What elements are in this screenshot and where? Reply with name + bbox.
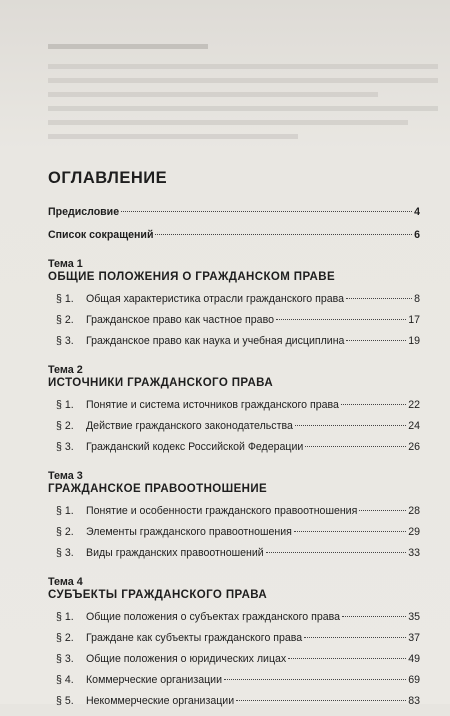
dot-leader	[294, 531, 406, 532]
section-title: Понятие и система источников гражданского права	[86, 399, 339, 411]
topic-title[interactable]: СУБЪЕКТЫ ГРАЖДАНСКОГО ПРАВА	[48, 589, 268, 601]
section-page-number: 24	[408, 420, 420, 432]
section-page-number: 33	[408, 547, 420, 559]
dot-leader	[295, 425, 406, 426]
toc-entry-abbreviations[interactable]	[48, 229, 420, 242]
section-page-number: 35	[408, 611, 420, 623]
toc-section[interactable]	[48, 314, 420, 327]
dot-leader	[305, 446, 406, 447]
bleed-through-line	[48, 134, 298, 139]
section-number: § 3.	[56, 653, 74, 665]
bleed-through-header	[48, 44, 208, 49]
entry-page-number: 4	[414, 206, 420, 218]
section-page-number: 37	[408, 632, 420, 644]
dot-leader	[266, 552, 406, 553]
toc-section[interactable]	[48, 441, 420, 454]
toc-section[interactable]	[48, 293, 420, 306]
section-page-number: 49	[408, 653, 420, 665]
bleed-through-line	[48, 64, 438, 69]
section-title: Общие положения о юридических лицах	[86, 653, 287, 665]
section-number: § 1.	[56, 611, 74, 623]
bleed-through-line	[48, 120, 408, 125]
dot-leader	[121, 211, 412, 212]
section-page-number: 22	[408, 399, 420, 411]
section-number: § 1.	[56, 505, 74, 517]
topic-4	[48, 576, 420, 708]
dot-leader	[359, 510, 406, 511]
dot-leader	[288, 658, 406, 659]
topic-label: Тема 2	[48, 364, 83, 376]
section-number: § 3.	[56, 335, 74, 347]
topic-label: Тема 1	[48, 258, 83, 270]
dot-leader	[341, 404, 406, 405]
dot-leader	[346, 340, 406, 341]
section-title: Гражданский кодекс Российской Федерации	[86, 441, 304, 453]
section-title: Общая характеристика отрасли гражданского права	[86, 293, 345, 305]
toc-section[interactable]	[48, 547, 420, 560]
toc-section[interactable]	[48, 674, 420, 687]
section-title: Граждане как субъекты гражданского права	[86, 632, 303, 644]
section-page-number: 69	[408, 674, 420, 686]
section-number: § 2.	[56, 314, 74, 326]
section-number: § 3.	[56, 441, 74, 453]
toc-heading: ОГЛАВЛЕНИЕ	[48, 169, 168, 187]
section-number: § 3.	[56, 547, 74, 559]
toc-section[interactable]	[48, 526, 420, 539]
toc-section[interactable]	[48, 611, 420, 624]
topic-label: Тема 3	[48, 470, 83, 482]
bleed-through-line	[48, 106, 438, 111]
section-title: Гражданское право как частное право	[86, 314, 274, 326]
toc-section[interactable]	[48, 399, 420, 412]
toc-section[interactable]	[48, 505, 420, 518]
section-number: § 2.	[56, 420, 74, 432]
dot-leader	[224, 679, 406, 680]
section-number: § 5.	[56, 695, 74, 707]
dot-leader	[304, 637, 406, 638]
section-page-number: 17	[408, 314, 420, 326]
section-page-number: 83	[408, 695, 420, 707]
topic-label: Тема 4	[48, 576, 83, 588]
section-title: Коммерческие организации	[86, 674, 223, 686]
section-page-number: 26	[408, 441, 420, 453]
dot-leader	[346, 298, 412, 299]
topic-3	[48, 470, 420, 560]
dot-leader	[155, 234, 412, 235]
toc-section[interactable]	[48, 335, 420, 348]
topic-title[interactable]: ОБЩИЕ ПОЛОЖЕНИЯ О ГРАЖДАНСКОМ ПРАВЕ	[48, 271, 336, 283]
dot-leader	[342, 616, 406, 617]
section-number: § 4.	[56, 674, 74, 686]
section-number: § 2.	[56, 632, 74, 644]
bleed-through-line	[48, 78, 438, 83]
section-number: § 2.	[56, 526, 74, 538]
toc-section[interactable]	[48, 695, 420, 708]
topic-title[interactable]: ГРАЖДАНСКОЕ ПРАВООТНОШЕНИЕ	[48, 483, 268, 495]
toc-section[interactable]	[48, 632, 420, 645]
dot-leader	[236, 700, 406, 701]
entry-title: Список сокращений	[48, 229, 154, 241]
toc-section[interactable]	[48, 653, 420, 666]
section-title: Гражданское право как наука и учебная дисциплина	[86, 335, 345, 347]
table-of-contents	[48, 168, 420, 716]
dot-leader	[276, 319, 406, 320]
section-title: Виды гражданских правоотношений	[86, 547, 264, 559]
entry-title: Предисловие	[48, 206, 120, 218]
section-number: § 1.	[56, 399, 74, 411]
topic-2	[48, 364, 420, 454]
section-page-number: 8	[414, 293, 420, 305]
topic-title[interactable]: ИСТОЧНИКИ ГРАЖДАНСКОГО ПРАВА	[48, 377, 274, 389]
section-title: Элементы гражданского правоотношения	[86, 526, 292, 538]
toc-entry-preface[interactable]	[48, 206, 420, 219]
toc-section[interactable]	[48, 420, 420, 433]
bleed-through-line	[48, 92, 378, 97]
section-page-number: 29	[408, 526, 420, 538]
section-title: Некоммерческие организации	[86, 695, 235, 707]
entry-page-number: 6	[414, 229, 420, 241]
section-title: Действие гражданского законодательства	[86, 420, 293, 432]
section-title: Понятие и особенности гражданского правоотношения	[86, 505, 358, 517]
section-number: § 1.	[56, 293, 74, 305]
section-page-number: 19	[408, 335, 420, 347]
section-title: Общие положения о субъектах гражданского права	[86, 611, 341, 623]
section-page-number: 28	[408, 505, 420, 517]
topic-1	[48, 258, 420, 348]
